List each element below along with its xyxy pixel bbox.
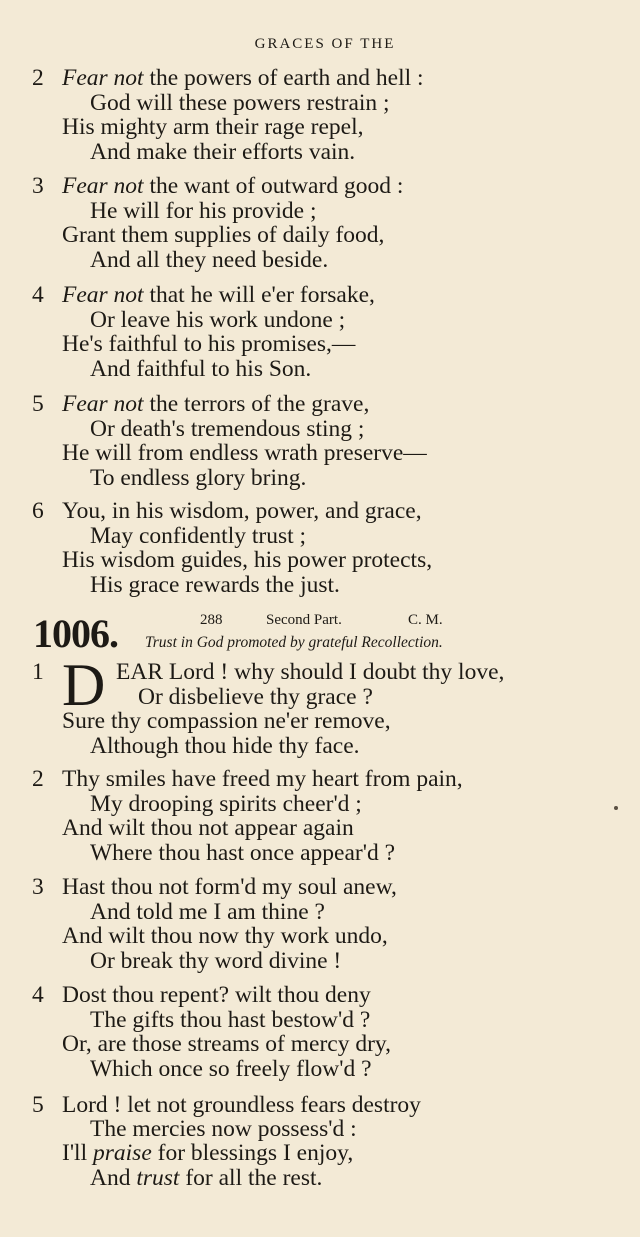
verse-line: He will for his provide ;: [90, 197, 317, 224]
verse-line: Fear not that he will e'er forsake,: [62, 282, 375, 308]
verse-line: And make their efforts vain.: [90, 138, 356, 165]
verse-line: Hast thou not form'd my soul anew,: [62, 874, 397, 900]
verse-line: God will these powers restrain ;: [90, 89, 390, 116]
emphasis: Fear not: [62, 282, 144, 308]
stanza-number: 2: [32, 65, 44, 91]
verse-line: And faithful to his Son.: [90, 355, 312, 382]
verse-line: Although thou hide thy face.: [90, 733, 360, 759]
hymn-part: Second Part.: [266, 612, 342, 628]
stanza-number: 5: [32, 1092, 44, 1118]
stanza-number: 2: [32, 766, 44, 792]
running-head: GRACES OF THE: [254, 36, 396, 52]
stanza-number: 1: [32, 659, 44, 685]
verse-line: And trust for all the rest.: [90, 1165, 323, 1191]
verse-line: His wisdom guides, his power protects,: [62, 547, 433, 573]
hymn-heading: [0, 612, 640, 656]
verse-line: And wilt thou now thy work undo,: [62, 923, 388, 949]
verse-line: He's faithful to his promises,—: [62, 331, 356, 357]
verse-line: EAR Lord ! why should I doubt thy love,: [116, 659, 505, 685]
verse-line: I'll praise for blessings I enjoy,: [62, 1140, 354, 1166]
hymn-meter: C. M.: [408, 612, 443, 628]
verse-line: And told me I am thine ?: [90, 898, 325, 925]
stanza-number: 3: [32, 173, 44, 199]
verse-line: Or death's tremendous sting ;: [90, 415, 365, 442]
verse-line: You, in his wisdom, power, and grace,: [62, 498, 422, 524]
verse-line: Sure thy compassion ne'er remove,: [62, 708, 391, 734]
verse-line: Where thou hast once appear'd ?: [90, 839, 396, 866]
verse-line: Lord ! let not groundless fears destroy: [62, 1092, 421, 1118]
hymn-number: 1006.: [33, 611, 118, 656]
verse-line: The mercies now possess'd :: [90, 1116, 357, 1142]
verse-line: He will from endless wrath preserve—: [62, 440, 427, 466]
ink-speck: [614, 806, 618, 810]
verse-line: And wilt thou not appear again: [62, 815, 354, 841]
emphasis: Fear not: [62, 391, 144, 417]
stanza-number: 4: [32, 282, 44, 308]
emphasis: praise: [93, 1140, 152, 1166]
verse-line: Dost thou repent? wilt thou deny: [62, 982, 371, 1008]
verse-line: To endless glory bring.: [90, 464, 307, 491]
stanza-number: 5: [32, 391, 44, 417]
verse-line: Fear not the terrors of the grave,: [62, 391, 370, 417]
verse-line: Or break thy word divine !: [90, 947, 342, 974]
verse-line: His grace rewards the just.: [90, 571, 340, 598]
verse-line: May confidently trust ;: [90, 522, 307, 549]
verse-line: And all they need beside.: [90, 246, 329, 273]
verse-line: My drooping spirits cheer'd ;: [90, 790, 362, 817]
verse-line: Which once so freely flow'd ?: [90, 1055, 372, 1082]
verse-line: Or disbelieve thy grace ?: [138, 684, 373, 710]
emphasis: Fear not: [62, 173, 144, 199]
verse-line: Or, are those streams of mercy dry,: [62, 1031, 392, 1057]
verse-line: Fear not the want of outward good :: [62, 173, 404, 199]
verse-line: Fear not the powers of earth and hell :: [62, 65, 424, 91]
emphasis: trust: [136, 1165, 180, 1191]
stanza-number: 4: [32, 982, 44, 1008]
hymn-page-ref: 288: [200, 612, 223, 628]
verse-line: Thy smiles have freed my heart from pain,: [62, 766, 463, 792]
stanza-number: 3: [32, 874, 44, 900]
verse-line: The gifts thou hast bestow'd ?: [90, 1006, 371, 1033]
hymn-title: Trust in God promoted by grateful Recollection.: [145, 634, 443, 651]
stanza-number: 6: [32, 498, 44, 524]
emphasis: Fear not: [62, 65, 144, 91]
verse-line: His mighty arm their rage repel,: [62, 114, 364, 140]
verse-line: Or leave his work undone ;: [90, 306, 346, 333]
drop-cap: D: [62, 652, 106, 718]
verse-line: Grant them supplies of daily food,: [62, 222, 385, 248]
